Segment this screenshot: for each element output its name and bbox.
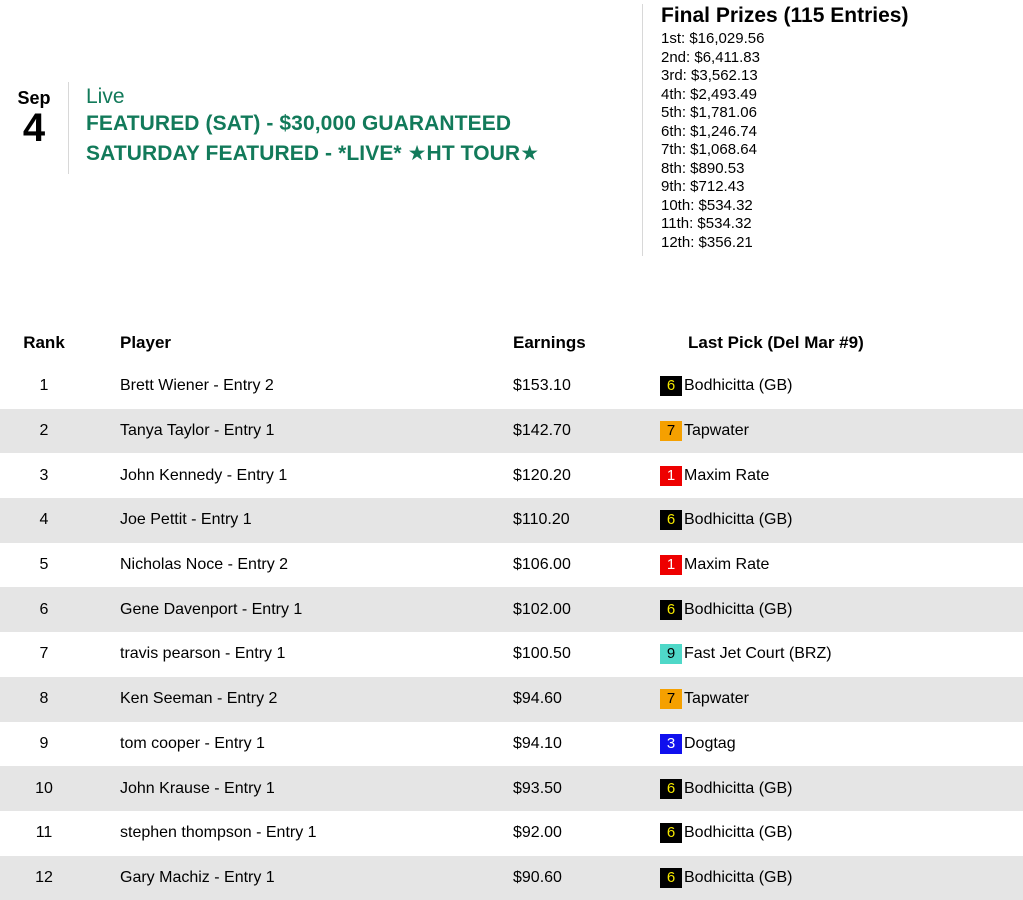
table-row[interactable] bbox=[0, 677, 1023, 722]
leaderboard-table bbox=[0, 322, 1023, 900]
player-cell[interactable]: Nicholas Noce - Entry 2 bbox=[120, 556, 289, 574]
player-cell[interactable]: Joe Pettit - Entry 1 bbox=[88, 498, 479, 543]
player-cell[interactable]: John Krause - Entry 1 bbox=[88, 766, 479, 811]
prizes-list bbox=[661, 30, 908, 252]
player-cell[interactable]: Gene Davenport - Entry 1 bbox=[88, 587, 479, 632]
program-number-badge: 6 bbox=[660, 823, 682, 843]
event-title-line2[interactable]: SATURDAY FEATURED - *LIVE* ★HT TOUR★ bbox=[86, 142, 540, 165]
player-cell[interactable]: John Kennedy - Entry 1 bbox=[120, 466, 288, 484]
final-prizes-panel bbox=[661, 4, 908, 252]
event-day: 4 bbox=[22, 106, 46, 150]
table-row[interactable] bbox=[0, 632, 1023, 677]
rank-cell: 9 bbox=[39, 734, 49, 752]
last-pick-cell bbox=[653, 587, 1023, 632]
rank-cell: 6 bbox=[0, 587, 88, 632]
player-cell[interactable]: travis pearson - Entry 1 bbox=[120, 645, 286, 663]
rank-cell: 1 bbox=[39, 377, 49, 395]
rank-cell: 3 bbox=[39, 466, 49, 484]
earnings-cell: $110.20 bbox=[479, 498, 653, 543]
prize-item: 12th: $356.21 bbox=[661, 233, 753, 251]
last-pick-cell bbox=[653, 632, 1023, 677]
horse-name: Maxim Rate bbox=[684, 466, 770, 484]
horse-name: Bodhicitta (GB) bbox=[684, 824, 793, 842]
program-number-badge: 6 bbox=[660, 510, 682, 530]
last-pick-cell bbox=[653, 677, 1023, 722]
player-cell[interactable]: Brett Wiener - Entry 2 bbox=[120, 377, 274, 395]
player-header: Player bbox=[120, 333, 172, 352]
player-cell[interactable]: tom cooper - Entry 1 bbox=[120, 734, 265, 752]
last-pick-cell bbox=[653, 543, 1023, 588]
prizes-title: Final Prizes (115 Entries) bbox=[661, 4, 909, 27]
rank-cell: 10 bbox=[0, 766, 88, 811]
earnings-cell: $153.10 bbox=[513, 377, 571, 395]
program-number-badge: 6 bbox=[660, 779, 682, 799]
player-cell[interactable]: Tanya Taylor - Entry 1 bbox=[88, 409, 479, 454]
prize-item: 10th: $534.32 bbox=[661, 196, 753, 214]
last-pick-cell bbox=[653, 766, 1023, 811]
date-divider bbox=[68, 82, 69, 174]
table-row[interactable] bbox=[0, 453, 1023, 498]
rank-cell: 11 bbox=[35, 824, 53, 842]
rank-cell: 5 bbox=[39, 556, 49, 574]
last-pick-cell bbox=[653, 364, 1023, 409]
program-number-badge: 1 bbox=[660, 555, 682, 575]
prize-item: 3rd: $3,562.13 bbox=[661, 67, 758, 84]
prizes-divider bbox=[642, 4, 643, 256]
earnings-cell: $100.50 bbox=[513, 645, 571, 663]
program-number-badge: 6 bbox=[660, 868, 682, 888]
prize-item: 5th: $1,781.06 bbox=[661, 104, 757, 121]
leaderboard-header-row bbox=[0, 322, 1023, 364]
horse-name: Tapwater bbox=[684, 422, 749, 440]
horse-name: Fast Jet Court (BRZ) bbox=[684, 645, 832, 663]
table-row[interactable] bbox=[0, 543, 1023, 588]
event-month: Sep bbox=[17, 88, 51, 108]
rank-cell: 7 bbox=[39, 645, 49, 663]
prize-item: 6th: $1,246.74 bbox=[661, 122, 757, 140]
rank-cell: 12 bbox=[0, 856, 88, 900]
table-row[interactable] bbox=[0, 766, 1023, 811]
program-number-badge: 6 bbox=[660, 376, 682, 396]
table-row[interactable] bbox=[0, 409, 1023, 454]
horse-name: Bodhicitta (GB) bbox=[684, 600, 793, 618]
earnings-cell: $120.20 bbox=[513, 466, 571, 484]
table-row[interactable] bbox=[0, 587, 1023, 632]
player-cell[interactable]: Gary Machiz - Entry 1 bbox=[88, 856, 479, 900]
last-pick-cell bbox=[653, 409, 1023, 454]
table-row[interactable] bbox=[0, 722, 1023, 767]
player-cell[interactable]: Ken Seeman - Entry 2 bbox=[88, 677, 479, 722]
prize-item: 2nd: $6,411.83 bbox=[661, 48, 760, 66]
program-number-badge: 9 bbox=[660, 644, 682, 664]
horse-name: Bodhicitta (GB) bbox=[684, 511, 793, 529]
last-pick-cell bbox=[653, 453, 1023, 498]
horse-name: Bodhicitta (GB) bbox=[684, 377, 793, 395]
prize-item: 11th: $534.32 bbox=[661, 215, 752, 232]
earnings-cell: $90.60 bbox=[479, 856, 653, 900]
event-date bbox=[14, 88, 54, 148]
event-status: Live bbox=[86, 85, 125, 108]
table-row[interactable] bbox=[0, 364, 1023, 409]
earnings-cell: $94.60 bbox=[479, 677, 653, 722]
earnings-cell: $142.70 bbox=[479, 409, 653, 454]
rank-cell: 4 bbox=[0, 498, 88, 543]
program-number-badge: 1 bbox=[660, 466, 682, 486]
horse-name: Bodhicitta (GB) bbox=[684, 868, 793, 886]
horse-name: Bodhicitta (GB) bbox=[684, 779, 793, 797]
last-pick-cell bbox=[653, 856, 1023, 900]
table-row[interactable] bbox=[0, 498, 1023, 543]
program-number-badge: 6 bbox=[660, 600, 682, 620]
earnings-cell: $93.50 bbox=[479, 766, 653, 811]
rank-cell: 2 bbox=[0, 409, 88, 454]
event-title-line1[interactable]: FEATURED (SAT) - $30,000 GUARANTEED bbox=[86, 112, 512, 135]
earnings-cell: $92.00 bbox=[513, 824, 562, 842]
event-info bbox=[86, 84, 539, 169]
program-number-badge: 7 bbox=[660, 421, 682, 441]
last-pick-header: Last Pick (Del Mar #9) bbox=[688, 333, 864, 352]
prize-item: 1st: $16,029.56 bbox=[661, 30, 765, 47]
prize-item: 9th: $712.43 bbox=[661, 178, 745, 195]
rank-header: Rank bbox=[23, 333, 65, 352]
last-pick-cell bbox=[653, 811, 1023, 856]
rank-cell: 8 bbox=[0, 677, 88, 722]
player-cell[interactable]: stephen thompson - Entry 1 bbox=[120, 824, 317, 842]
earnings-cell: $94.10 bbox=[513, 734, 562, 752]
table-row[interactable] bbox=[0, 811, 1023, 856]
prize-item: 8th: $890.53 bbox=[661, 159, 745, 177]
prize-item: 7th: $1,068.64 bbox=[661, 141, 757, 158]
program-number-badge: 7 bbox=[660, 689, 682, 709]
earnings-header: Earnings bbox=[513, 333, 586, 352]
table-row[interactable] bbox=[0, 856, 1023, 900]
horse-name: Dogtag bbox=[684, 734, 736, 752]
program-number-badge: 3 bbox=[660, 734, 682, 754]
last-pick-cell bbox=[653, 722, 1023, 767]
horse-name: Maxim Rate bbox=[684, 556, 770, 574]
earnings-cell: $106.00 bbox=[513, 556, 571, 574]
prize-item: 4th: $2,493.49 bbox=[661, 85, 757, 103]
earnings-cell: $102.00 bbox=[479, 587, 653, 632]
last-pick-cell bbox=[653, 498, 1023, 543]
horse-name: Tapwater bbox=[684, 690, 749, 708]
